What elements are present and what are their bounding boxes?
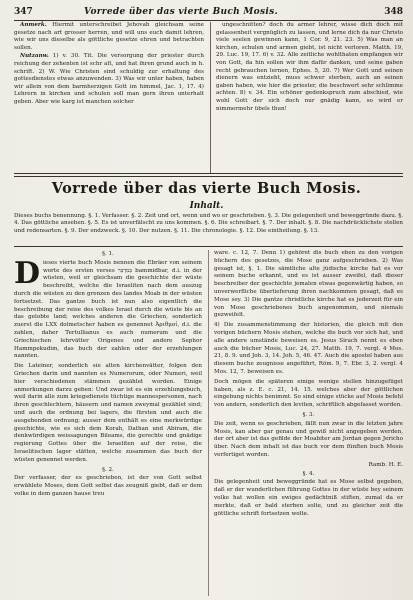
section-marker: §. 4. <box>302 470 315 477</box>
application-text: 1) v. 30. Tit. Die versorgung der priester durch reichung der zehenten ist schr alt, und hat ihren grund auch in h. schrift. 2) W. Wie Christen sind schuldig zur erhaltung des gottesdienstes etwas anzuwenden. 3) Was wir unter haben, haben wir allein von dem barmherzigen Gott im himmel, Jac. 1, 17. 4) Lehrern in kirchen und schulen soll man gern ihren unterhalt geben. Aber wie karg ist manchen solcher <box>14 53 204 105</box>
contents-summary <box>14 213 403 235</box>
contents-text: Dieses buchs benennung. §. 1. Verfasser. §. 2. Zeit und ort, wenn und wo er geschrieben. §. 3. Die gelegenheit und beweggründe dazu. §. 4. Das göttliche ansehen. §. 5. Es ist unverfälscht zu uns kommen. §. 6. Die schreibart. §. 7. Der inhalt. §. 8. Die nachdrücklichste stellen und redensarten. §. 9. Der endzweck. §. 10. Der nutzen. §. 11. Die chronologie. §. 12. Die eintheilung. §. 13. <box>14 213 403 234</box>
running-title: Vorrede über das vierte Buch Mosis. <box>84 7 278 17</box>
paragraph: ieses vierte buch Mosis nennen die Ebräer von seinem worte des ersten verses בְּמִדְבַּר bammidbar, d.i. in der wüsten, weil er gleichsam die geschichte der wüste beschreibt, welche die Israeliten nach dem auszug durch die wüsten zu den grenzen des landes Moab in der wüsten fortsetzet. Das gantze buch ist nun also eigentlich die beschreibung der reise des volkes Israel durch die wüste bis an das gelobte land; welches anderen die Griechen, sonderlich zuerst die LXX dolmetscher haben es genennet Ἀριθμοί, d.i. die zahlen, daher Tertullianus es auch numerum und die Griechischen lehrvätter Origenes und andere Sephor Hammpekudim, das buch der zahlen oder der erzehlungen nannten. <box>14 259 202 360</box>
section-marker: §. 3. <box>302 411 315 418</box>
column-divider-body <box>208 250 209 596</box>
contents-rule <box>14 246 403 247</box>
annotation-label: Anmerk. <box>20 22 47 28</box>
top-left-column <box>14 22 204 108</box>
section-rule-upper <box>14 173 403 174</box>
contents-heading: Inhalt. <box>189 201 224 211</box>
application-label: Nutzanw. <box>20 53 49 60</box>
top-right-column <box>216 22 403 114</box>
paragraph: Die Lateiner, sonderlich sie alten kirchenvätter, folgen den Griechen darin und nannten es Numerorum, oder Numeri, weil hier verschiedenen stämmen gezählet worden. Einige anmerkungen darzu geben: Und zwar ist es ein erzehlungsbuch, weil darin alle zum kriegsdienste tüchtige mannespersonen, nach ihren geschlechtern, häusern und namen zweymal gezählet sind; und auch die ordnung bei lagers, die fürsten und auch die ausgebenden ordnung; ausser dem enthält es eine merkwürdige geschichte, wie es sich dem Korah, Dathan und Abiram, die denkwürdigen weissagungen Bileams, die gerechte und gnädige regierung Gottes über die Israeliten auf der reise, die Israelitischen lager stätten, welche zusammen das buch der wüsten genennet werden. <box>14 363 202 463</box>
section-rule-lower <box>14 176 403 177</box>
body-right-column <box>214 250 403 520</box>
page-number-right: 348 <box>384 7 403 17</box>
body-section <box>14 250 403 596</box>
running-header <box>14 5 403 21</box>
column-divider-top <box>210 22 211 174</box>
section-marker: §. 1. <box>102 251 114 257</box>
paragraph: Die zeit, wenn es geschrieben, fällt nun zwar in die letzten jahre Mosis, kan aber gar genau und gewiß nicht angegeben werden, der ort aber ist das gefilde der Moabiter am Jordan gegen Jericho über. Nach dem inhalt ist das buch vor dem fünften buch Mosis verfertiget worden. <box>214 420 403 458</box>
paragraph: ware. c. 12, 7. Denn 1) gehöret dis buch eben zu den vorigen büchern des gesetzes, die Mose ganz aufgeschrieben. 2) Was gesagt ist, §. 1. Die sämtliche alte jüdische kirche hat es vor seinem buche erkannt, und es ist ausser zweifel, daß dieser beschreiber der geschichte jemalen etwas gegenwärtig haben, so unverwerfliche überlieferung ihren nachkommen gesagt, daß es Mose sey. 3) Die gantze christliche kirche hat es jederzeit für ein von Mose geschriebenes buch angenommen, und niemals gezweifelt. <box>214 250 403 319</box>
drop-capital: D <box>14 255 41 291</box>
paragraph: 4) Die zusammenstimmung der historien, die gleich mit den vorigen büchern Mosis stehen, welche dis buch vor sich hat, und alle andere umstände beweisen es. Jesus Sirach nennt es eben auch die bücher Mosis, Luc. 24, 27. Matth. 19, 7. vergl. 4 Mos. 21, 8. 9. und Joh. 3, 14. Joh. 5, 46. 47. Auch die apostel haben aus diesem buche zeugnisse angeführt, Röm. 9, 7. Ebr. 3, 2. vergl. 4 Mos. 12, 7. beweisen es. <box>214 322 403 375</box>
chapter-heading: Vorrede über das vierte Buch Mosis. <box>51 180 362 197</box>
citation-signature: Ramb. H. E. <box>368 461 403 468</box>
paragraph: Doch mögen die späteren einige wenige stellen hinzugefüget haben, als z. E. c. 21, 14. 15. welches aber der göttlichen eingebung nichts benimmt. So sind einige stücke auf Mosis befehl von andern, sonderlich den leviten, schriftlich abgefasset worden. <box>214 378 403 409</box>
annotation-text: Hiermit unterschreibet Jehovah gleichsam seine gesetze nach art grosser herren, und will uns euch damit lehren, wie wir uns dieselbe als göttliche gesetze ehren und betrachten sollen. <box>14 22 204 51</box>
section-marker: §. 2. <box>102 466 114 473</box>
top-section <box>14 22 403 172</box>
application-continued: ungeschnitten? doch du armer lehrer, wisse dich doch mit gelassenheit vergnüglich zu lassen, und lerne dich da nur Christo viele seelen gewinnen kann, 1 Cor. 9, 21. 23. 5) Was man an kirchen, schulen und armen giebt, ist nicht verloren. Matth. 19, 29. Luc. 19, 17. 6) v. 32. Alle zeitliche wohlthaten empfangen wir von Gott, da hin sollen wir ihm dafür danken, und seine gaben recht gebrauchen lernen, Ephes. 5, 20. 7) Wer Gott und seinen dienern was entzieht, muss schwer sterben, auch an seinen gaben haben, wie hier die priester, die beschwert sehr schlimme achten. 8) v. 34. Ein schöner gedenkspruch zum abschied, wie wohl Gott der sich doch nur gnädig kann, so wird er nimmermehr übels thun! <box>216 22 403 112</box>
page-number-left: 347 <box>14 7 33 17</box>
paragraph: Die gelegenheit und beweggründe hat es Mose selbst gegeben, daß er der wunderlichen führung Gottes in der wüste bey seinem volke hat wollen ein ewiges gedächtniß stiften, zumal da er merkte, daß er bald sterben solte, und zu gleicher zeit die göttliche schrift fortsetzen wolte. <box>214 479 403 517</box>
body-left-column <box>14 250 202 501</box>
paragraph: Der verfasser, der es geschrieben, ist der von Gott selbst erwählete Moses, dem Gott selbst das zeugniß giebt, daß er dem volke in dem ganzen hause treu <box>14 475 202 497</box>
